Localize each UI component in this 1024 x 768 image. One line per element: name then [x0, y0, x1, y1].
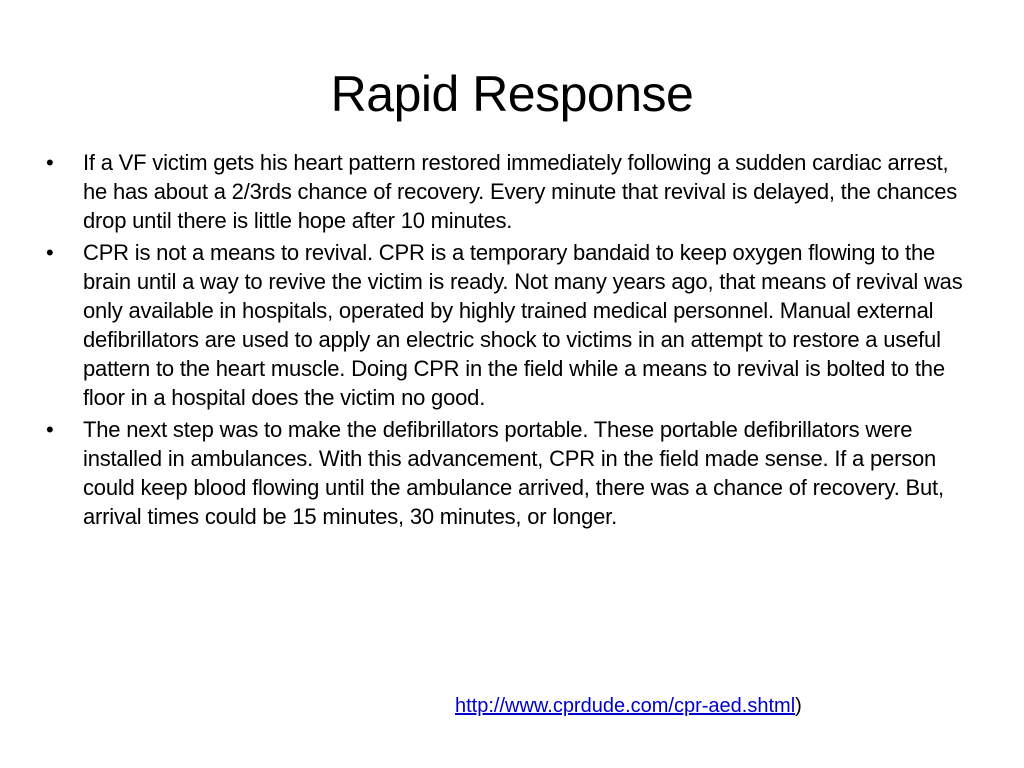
bullet-icon: • [46, 417, 54, 442]
bullet-item-cpr-not-revival [46, 238, 971, 412]
bullet-text: CPR is not a means to revival. CPR is a temporary bandaid to keep oxygen flowing to the brain until a way to revive the victim is ready. Not many years ago, that means of revival was only available in hospitals, operated by highly trained medical personnel. Manual external defibrillators are used to apply an electric shock to victims in an attempt to restore a useful pattern to the heart muscle. Doing CPR in the field while a means to revival is bolted to the floor in a hospital does the victim no good. [83, 240, 963, 410]
source-link[interactable]: http://www.cprdude.com/cpr-aed.shtml [455, 695, 796, 717]
bullet-text: If a VF victim gets his heart pattern restored immediately following a sudden cardiac arrest, he has about a 2/3rds chance of recovery. Every minute that revival is delayed, the chances drop until there is little hope after 10 minutes. [83, 150, 958, 233]
bullet-item-portable-defibrillators [46, 415, 971, 531]
bullet-text: The next step was to make the defibrillators portable. These portable defibrillators were installed in ambulances. With this advancement, CPR in the field made sense. If a person could keep blood flowing until the ambulance arrived, there was a chance of recovery. But, arrival times could be 15 minutes, 30 minutes, or longer. [83, 417, 944, 529]
source-closing-paren: ) [795, 695, 802, 717]
bullet-list [46, 148, 971, 534]
bullet-icon: • [46, 150, 54, 175]
source-citation [455, 692, 802, 720]
bullet-item-vf-victim [46, 148, 971, 235]
slide-title: Rapid Response [330, 66, 694, 122]
bullet-icon: • [46, 240, 54, 265]
